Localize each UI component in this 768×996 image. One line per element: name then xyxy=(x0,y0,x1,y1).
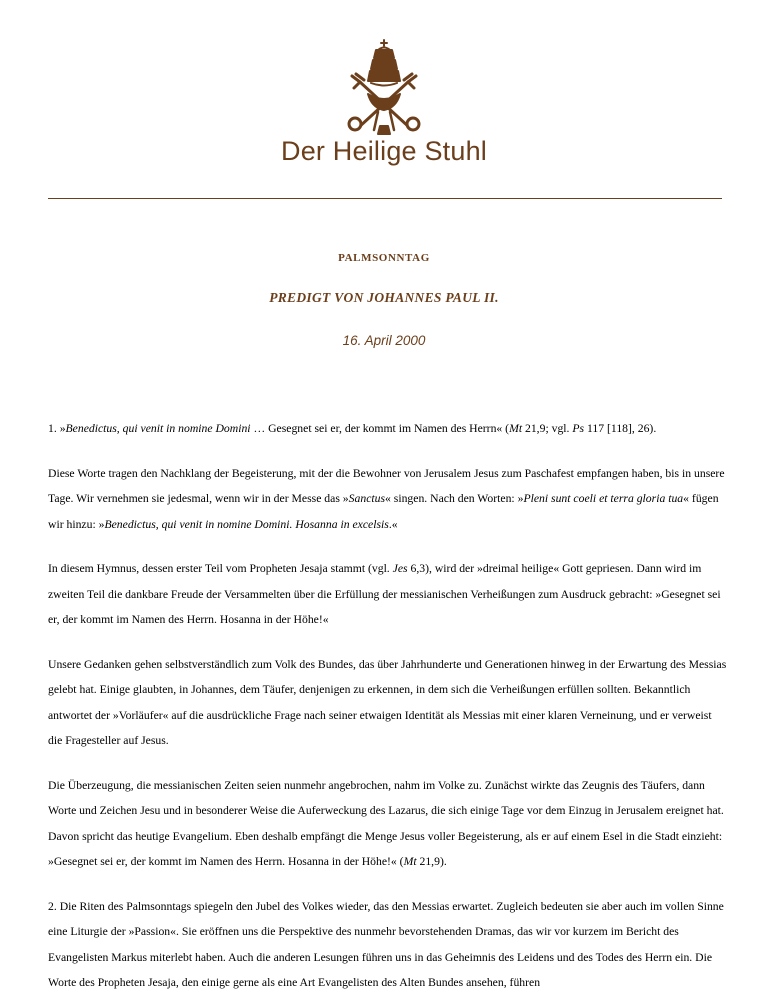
paragraph xyxy=(48,461,728,538)
text-run: 2. Die Riten des Palmsonntags spiegeln den Jubel des Volkes wieder, das den Messias erwartet. Zugleich bedeuten sie aber auch im vollen Sinne eine Liturgie der »Passion«. Sie eröffnen uns die Perspektive des nunmehr bevorstehenden Dramas, das wir vor kurzem im Bericht des Evangelisten Markus miterlebt haben. Auch die anderen Lesungen führen uns in das Geheimnis des Leidens und des Todes des Herrn ein. Die Worte des Propheten Jesaja, den einige gerne als eine Art Evangelisten des Alten Bundes ansehen, führen xyxy=(48,899,724,989)
papal-crossed-keys-icon xyxy=(338,38,430,136)
text-run: 21,9; vgl. xyxy=(522,422,573,435)
text-run: Die Überzeugung, die messianischen Zeiten seien nunmehr angebrochen, nahm im Volke zu. Zunächst wirkte das Zeugnis des Täufers, dann Worte und Zeichen Jesu und in besonderer Weise die Auferweckung des Lazarus, die sich einige Tage vor dem Einzug in Jerusalem ereignet hat. Davon spricht das heutige Evangelium. Eben deshalb empfängt die Menge Jesus voller Begeisterung, als er auf einem Esel in die Stadt einzieht: »Gesegnet sei er, der kommt im Namen des Herrn. Hosanna in der Höhe!« ( xyxy=(48,778,724,868)
article-date: 16. April 2000 xyxy=(342,333,426,348)
paragraph xyxy=(48,416,728,442)
paragraph xyxy=(48,556,728,633)
text-run: 1. » xyxy=(48,422,66,435)
italic-run: Jes xyxy=(392,562,408,575)
paragraph xyxy=(48,773,728,875)
text-run: In diesem Hymnus, dessen erster Teil vom Propheten Jesaja stammt (vgl. xyxy=(48,562,393,575)
text-run: … Gesegnet sei er, der kommt im Namen des Herrn« ( xyxy=(250,422,510,435)
italic-run: Benedictus, qui venit in nomine Domini xyxy=(65,422,251,435)
text-run: 21,9). xyxy=(416,855,447,868)
article-title: PREDIGT VON JOHANNES PAUL II. xyxy=(269,290,499,305)
article-kicker: PALMSONNTAG xyxy=(338,252,430,264)
italic-run: Mt xyxy=(403,855,417,868)
text-run: Diese Worte tragen den Nachklang der Begeisterung, mit der die Bewohner von Jerusalem Jesus zum Paschafest empfangen haben, bis in unsere Tage. Wir vernehmen sie jedesmal, wenn wir in der Messe das » xyxy=(48,466,725,505)
italic-run: Sanctus xyxy=(348,492,386,505)
header-divider xyxy=(48,198,722,199)
text-run: « fügen wir hinzu: » xyxy=(48,492,719,531)
italic-run: Ps xyxy=(572,422,585,435)
text-run: .« xyxy=(388,517,398,531)
italic-run: Benedictus, qui venit in nomine Domini. Hosanna in excelsis xyxy=(104,517,389,531)
italic-run: Mt xyxy=(509,422,523,435)
text-run: « singen. Nach den Worten: » xyxy=(385,492,524,505)
text-run: Unsere Gedanken gehen selbstverständlich zum Volk des Bundes, das über Jahrhunderte und Generationen hinweg in der Erwartung des Messias gelebt hat. Einige glaubten, in Johannes, dem Täufer, denjenigen zu erkennen, in dem sich die Verheißungen erfüllen sollten. Bekanntlich antwortet der »Vorläufer« auf die ausdrückliche Frage nach seiner etwaigen Identität als Messias mit einer klaren Verneinung, und er verweist die Fragesteller auf Jesus. xyxy=(48,657,727,747)
italic-run: Pleni sunt coeli et terra gloria tua xyxy=(523,492,684,505)
site-title: Der Heilige Stuhl xyxy=(281,136,487,166)
paragraph xyxy=(48,652,728,754)
text-run: 117 [118], 26). xyxy=(584,422,657,435)
text-run: 6,3), wird der »dreimal heilige« Gott gepriesen. Dann wird im zweiten Teil die dankbare Freude der Versammelten über die Erfüllung der messianischen Verheißungen zum Ausdruck gebracht: »Gesegnet sei er, der kommt im Namen des Herrn. Hosanna in der Höhe!« xyxy=(48,562,721,626)
article-body xyxy=(48,416,728,996)
paragraph xyxy=(48,894,728,996)
